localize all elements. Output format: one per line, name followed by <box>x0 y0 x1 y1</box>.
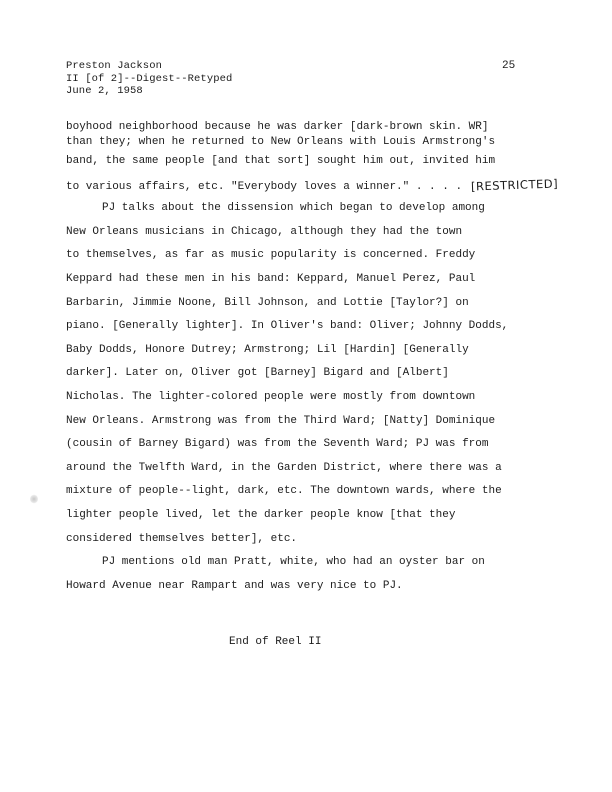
end-of-reel-label: End of Reel II <box>229 636 322 648</box>
interview-date: June 2, 1958 <box>66 85 143 97</box>
text-line: band, the same people [and that sort] sought him out, invited him <box>66 155 496 167</box>
text-line: Howard Avenue near Rampart and was very nice to PJ. <box>66 579 403 592</box>
paragraph-start: PJ mentions old man Pratt, white, who had an oyster bar on <box>102 556 485 569</box>
text-line: to various affairs, etc. "Everybody loves a winner." . . . . <box>66 180 463 193</box>
text-line: than they; when he returned to New Orleans with Louis Armstrong's <box>66 136 496 148</box>
page-header <box>66 60 232 98</box>
digest-body <box>66 120 566 598</box>
text-line: to themselves, as far as music popularity is concerned. Freddy <box>66 249 476 262</box>
text-line: mixture of people--light, dark, etc. The downtown wards, where the <box>66 485 502 498</box>
text-line: lighter people lived, let the darker people know [that they <box>66 508 456 521</box>
text-line: Barbarin, Jimmie Noone, Bill Johnson, and Lottie [Taylor?] on <box>66 296 469 309</box>
page-number: 25 <box>502 60 516 72</box>
text-line: Nicholas. The lighter-colored people were mostly from downtown <box>66 390 476 403</box>
text-line: boyhood neighborhood because he was darker [dark-brown skin. WR] <box>66 121 489 133</box>
interviewee-name: Preston Jackson <box>66 60 163 72</box>
text-line: (cousin of Barney Bigard) was from the Seventh Ward; PJ was from <box>66 438 489 451</box>
text-line: Baby Dodds, Honore Dutrey; Armstrong; Lil [Hardin] [Generally <box>66 343 469 356</box>
reel-info: II [of 2]--Digest--Retyped <box>66 72 233 85</box>
text-line: New Orleans musicians in Chicago, although they had the town <box>66 225 463 238</box>
scan-speck <box>30 494 38 504</box>
text-line: darker]. Later on, Oliver got [Barney] Bigard and [Albert] <box>66 367 449 380</box>
text-line: piano. [Generally lighter]. In Oliver's band: Oliver; Johnny Dodds, <box>66 320 509 333</box>
paragraph-start: PJ talks about the dissension which began to develop among <box>102 202 485 215</box>
text-line: New Orleans. Armstrong was from the Third Ward; [Natty] Dominique <box>66 414 496 427</box>
text-line: Keppard had these men in his band: Keppard, Manuel Perez, Paul <box>66 272 476 285</box>
text-line: considered themselves better], etc. <box>66 532 298 545</box>
handwritten-restricted-note: [RESTRICTED] <box>470 176 559 194</box>
text-line-with-note <box>66 174 566 198</box>
text-line: around the Twelfth Ward, in the Garden District, where there was a <box>66 461 502 474</box>
